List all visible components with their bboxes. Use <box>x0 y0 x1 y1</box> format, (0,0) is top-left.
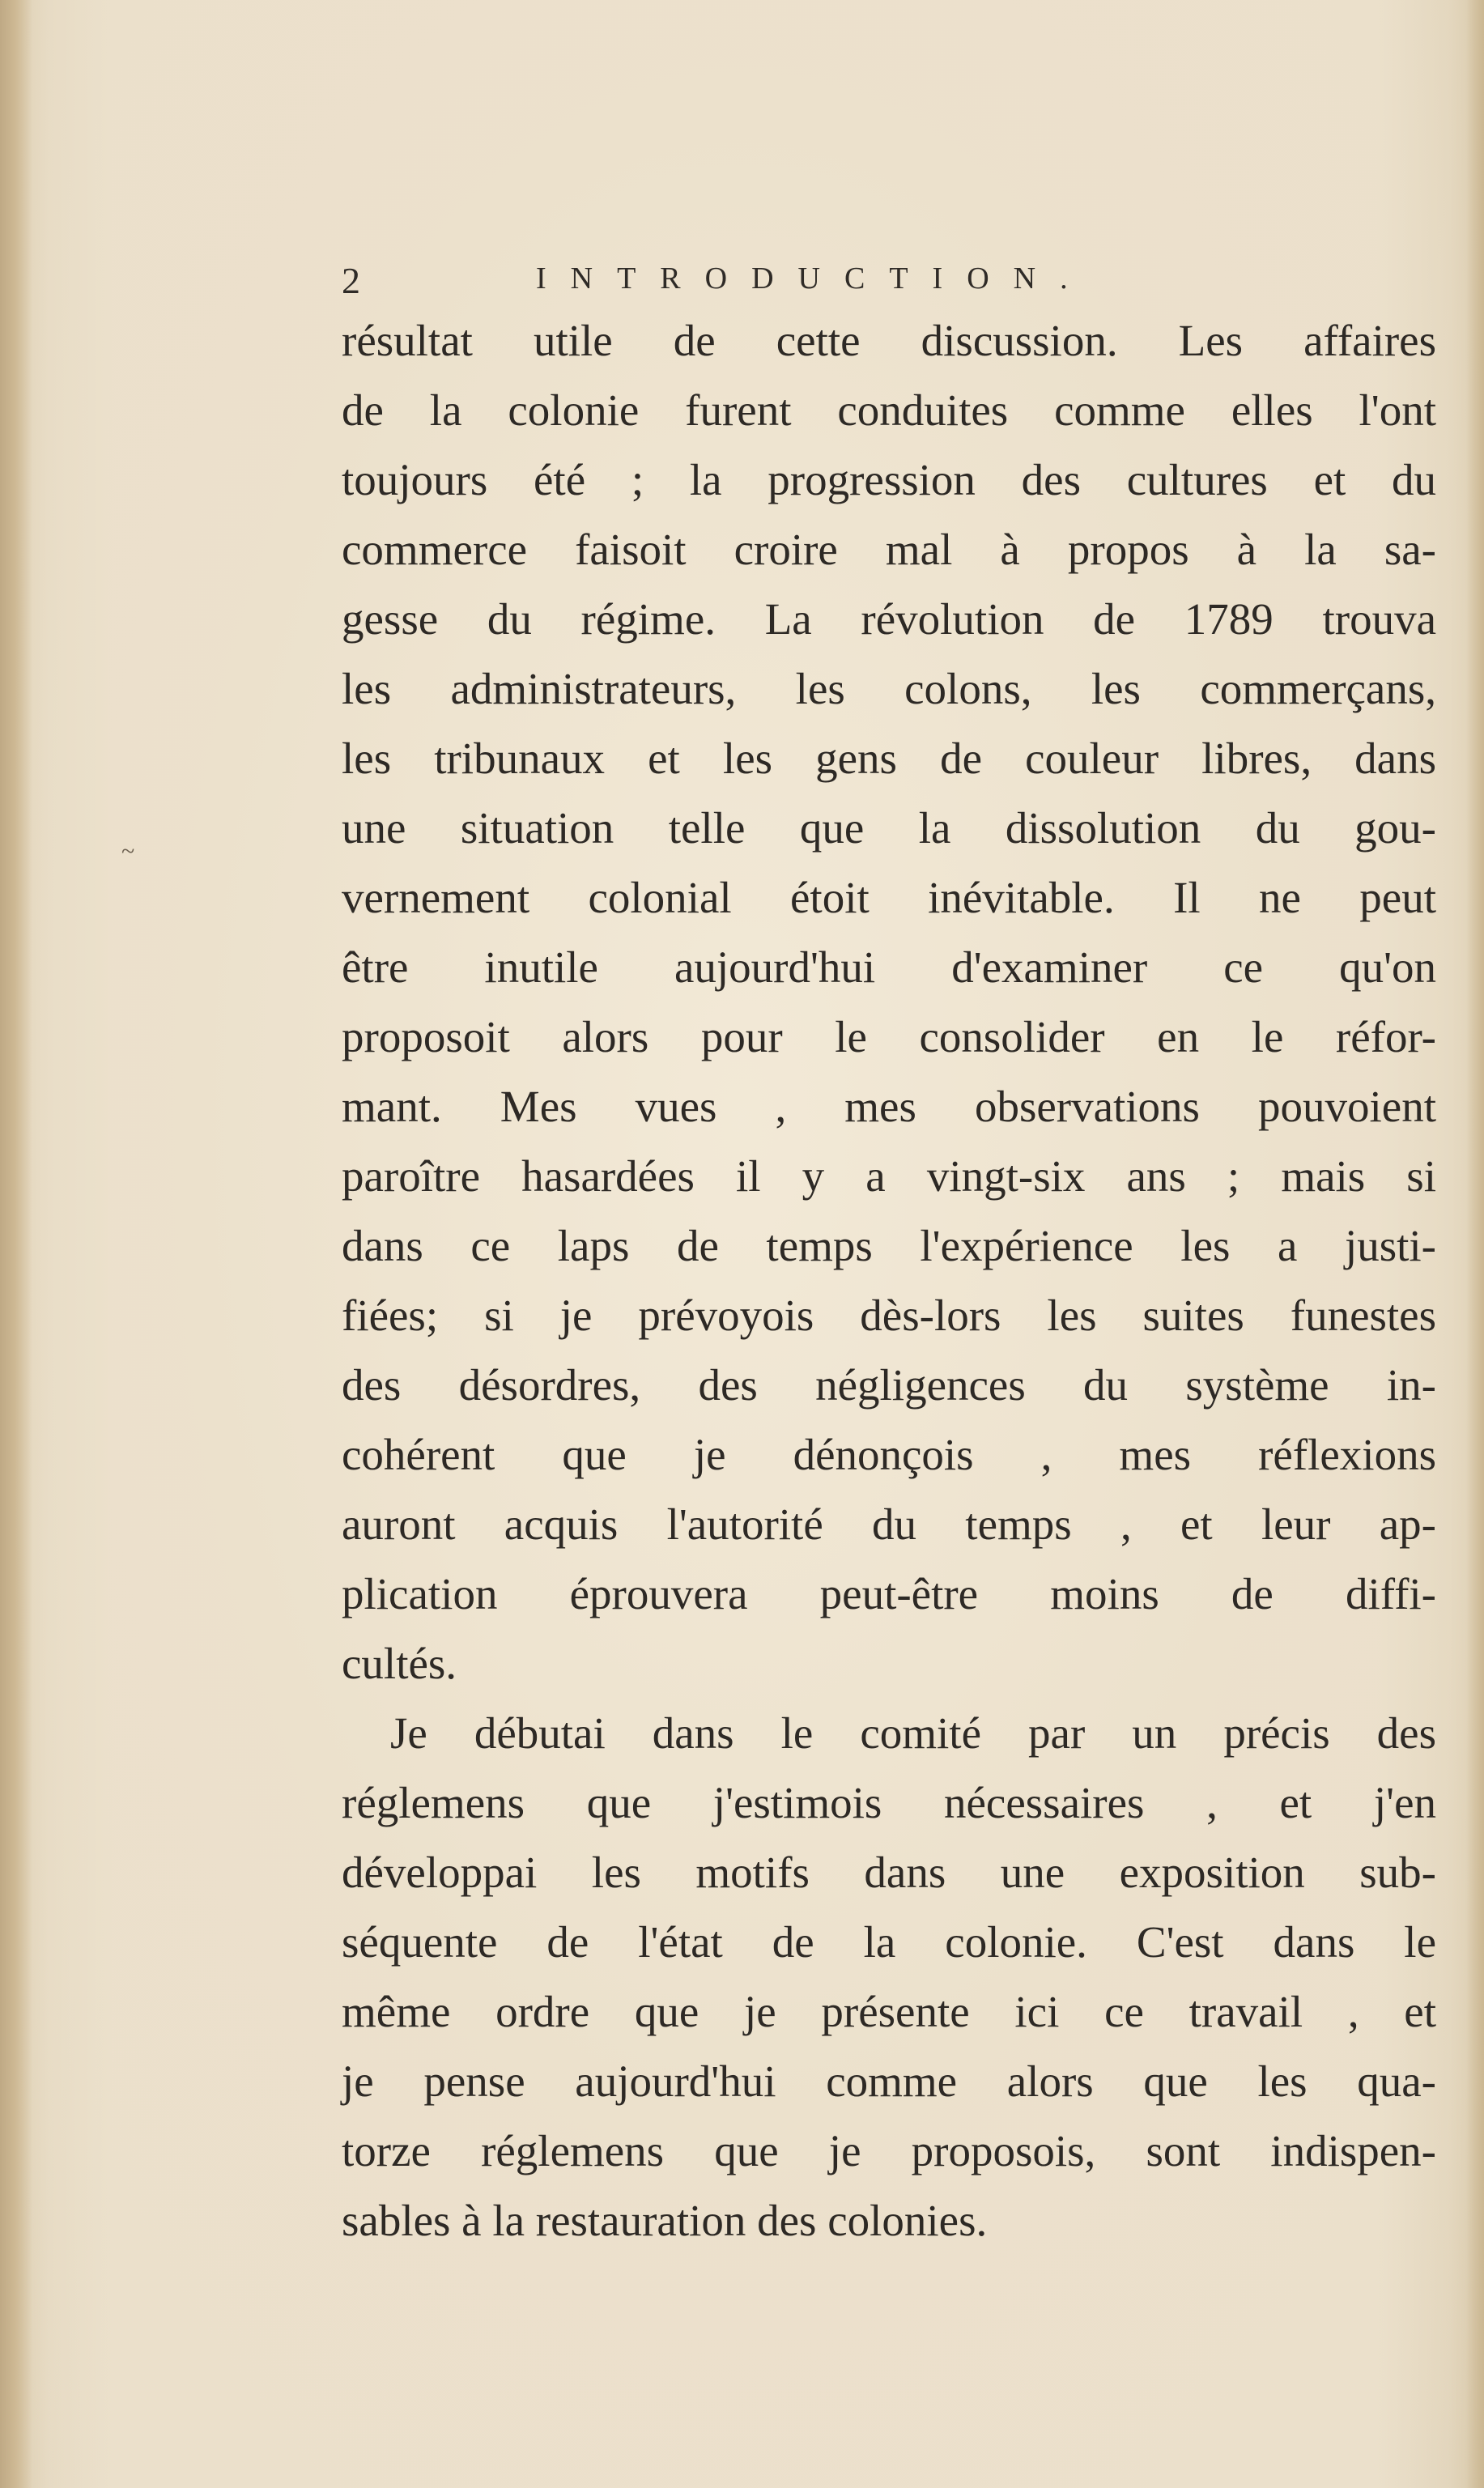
text-line: sables à la restauration des colonies. <box>342 2196 988 2245</box>
text-line: les tribunaux et les gens de couleur libres, dans <box>342 734 1436 783</box>
paragraph-2 <box>342 1699 1436 2256</box>
text-line: auront acquis l'autorité du temps , et leur ap- <box>342 1499 1436 1549</box>
text-line: commerce faisoit croire mal à propos à la sa- <box>342 525 1436 574</box>
text-line: cultés. <box>342 1639 457 1688</box>
text-line: une situation telle que la dissolution du gou- <box>342 803 1436 853</box>
text-line: dans ce laps de temps l'expérience les a justi- <box>342 1221 1436 1270</box>
text-line: je pense aujourd'hui comme alors que les qua- <box>342 2056 1436 2106</box>
text-line: toujours été ; la progression des cultures et du <box>342 455 1436 504</box>
running-title: INTRODUCTION. <box>536 262 1092 296</box>
margin-mark: ~ <box>121 838 135 865</box>
text-line: torze réglemens que je proposois, sont indispen- <box>342 2126 1436 2175</box>
text-line: de la colonie furent conduites comme elles l'ont <box>342 385 1436 435</box>
body-text <box>342 306 1436 2256</box>
text-line: même ordre que je présente ici ce travail , et <box>342 1987 1436 2036</box>
text-line: plication éprouvera peut-être moins de diffi- <box>342 1569 1436 1618</box>
text-line: développai les motifs dans une exposition sub- <box>342 1848 1436 1897</box>
paragraph-1 <box>342 306 1436 1699</box>
text-line: séquente de l'état de la colonie. C'est dans le <box>342 1917 1436 1967</box>
text-line: les administrateurs, les colons, les commerçans, <box>342 664 1436 713</box>
text-line: paroître hasardées il y a vingt-six ans ; mais si <box>342 1151 1436 1201</box>
text-line: fiées; si je prévoyois dès-lors les suites funestes <box>342 1291 1436 1340</box>
page-binding-shadow <box>0 0 32 2488</box>
page-number: 2 <box>342 260 360 301</box>
page-edge-shadow <box>1466 0 1484 2488</box>
page-header <box>342 259 1427 308</box>
text-line: mant. Mes vues , mes observations pouvoient <box>342 1082 1436 1131</box>
text-line: résultat utile de cette discussion. Les affaires <box>342 316 1436 365</box>
text-line: être inutile aujourd'hui d'examiner ce qu'on <box>342 942 1436 992</box>
text-line: Je débutai dans le comité par un précis des <box>390 1708 1436 1758</box>
text-line: cohérent que je dénonçois , mes réflexions <box>342 1430 1436 1479</box>
text-line: des désordres, des négligences du système in- <box>342 1360 1436 1410</box>
text-line: réglemens que j'estimois nécessaires , et j'en <box>342 1778 1436 1827</box>
text-line: vernement colonial étoit inévitable. Il ne peut <box>342 873 1436 922</box>
text-line: gesse du régime. La révolution de 1789 trouva <box>342 594 1436 644</box>
text-line: proposoit alors pour le consolider en le réfor- <box>342 1012 1436 1061</box>
